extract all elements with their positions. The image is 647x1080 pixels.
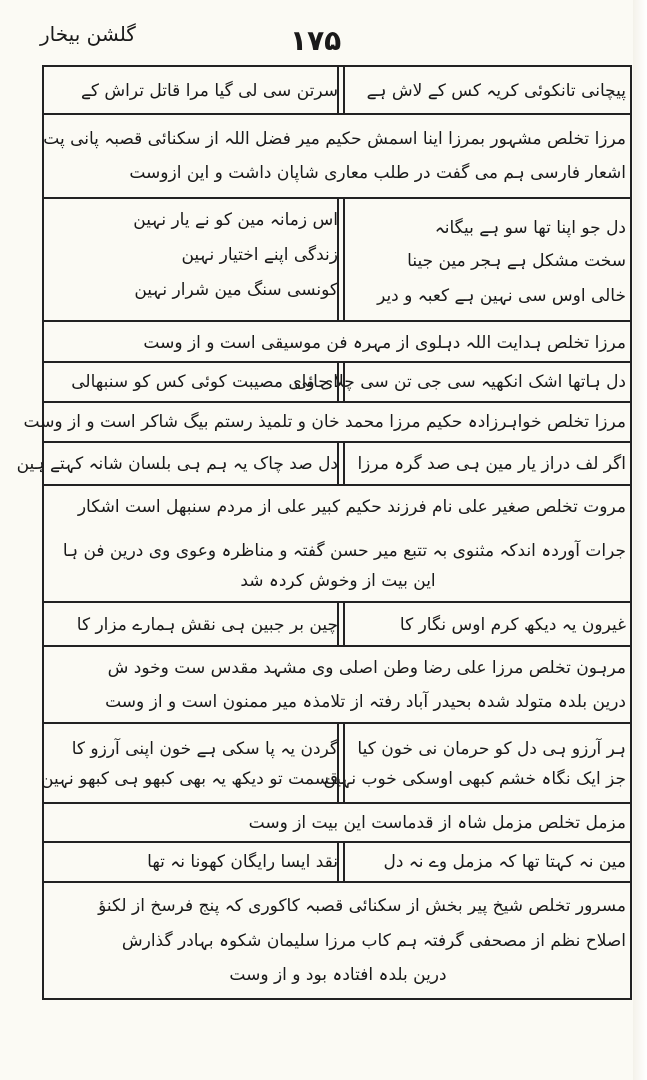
verse-left: گردن یہ پا سکی ہے خون اپنی آرزو کا (71, 739, 338, 759)
prose-line: اشعار فارسی ہم می گفت در طلب معاری شاپان داشت و این ازوست (129, 163, 626, 183)
prose-line: مزمل تخلص مزمل شاہ از قدماست این بیت از وست (248, 813, 626, 833)
rule (42, 881, 632, 883)
column-divider (337, 722, 345, 802)
verse-left: نقد ایسا رایگان کھونا نہ تھا (147, 852, 338, 872)
prose-line: مرزا تخلص مشہور بمرزا اینا اسمش حکیم میر فضل اللہ از سکنائی قصبہ پانی پت (43, 129, 626, 149)
rule (42, 645, 632, 647)
column-divider (337, 841, 345, 881)
verse-right: سخت مشکل ہے ہجر مین جینا (407, 251, 626, 271)
verse-left: قسمت تو دیکھ یہ بھی کبھو ہی کبھو نہین (41, 769, 338, 789)
rule (42, 484, 632, 486)
verse-left: اس زمانہ مین کو نے یار نہین (133, 210, 338, 230)
prose-line: مسرور تخلص شیخ پیر بخش از سکنائی قصبہ کاکوری کہ پنج فرسخ از لکنؤ (98, 896, 626, 916)
verse-right: مین نہ کہتا تھا کہ مزمل وے نہ دل (383, 852, 626, 872)
verse-left: سرتن سی لی گیا مرا قاتل تراش کے (80, 81, 338, 101)
running-header-title: گلشن بیخار (40, 22, 136, 46)
rule (42, 113, 632, 115)
verse-left: دل صد چاک یہ ہم ہی بلسان شانہ کہتے ہین (16, 454, 338, 474)
page-number: ۱۷۵ (290, 24, 342, 57)
verse-right: جز ایک نگاہ خشم کبھی اوسکی خوب نہین (323, 769, 626, 789)
prose-line: مروت تخلص صغیر علی نام فرزند حکیم کبیر علی از مردم سنبھل است اشکار (77, 497, 626, 517)
prose-line: جرات آوردہ اندکہ مثنوی بہ تتبع میر حسن گفتہ و مناظرہ وعوی وی درین فن ہا (62, 541, 626, 561)
verse-right: خالی اوس سی نہین ہے کعبہ و دیر (377, 286, 626, 306)
column-divider (337, 441, 345, 484)
column-divider (337, 361, 345, 401)
column-divider (337, 197, 345, 320)
rule (42, 401, 632, 403)
column-divider (337, 65, 345, 113)
prose-line: اصلاح نظم از مصحفی گرفتہ ہم کاب مرزا سلیمان شکوہ بہادر گذارش (121, 931, 626, 951)
prose-line: درین بلدہ متولد شدہ بحیدر آباد رفتہ از تلامذہ میر ممنون است و از وست (105, 692, 626, 712)
verse-left: زندگی اپنے اختیار نہین (181, 245, 338, 265)
verse-right: پیچانی تانکوئی کریہ کس کے لاش ہے (366, 81, 626, 101)
verse-left: چین بر جبین ہی نقش ہمارے مزار کا (76, 615, 338, 635)
verse-left: ای وای مصیبت کوئی کس کو سنبھالی (71, 372, 338, 392)
verse-right: دل ہاتھا اشک انکھیہ سی جی تن سی چلا جائی (294, 372, 626, 392)
prose-line: مرزا تخلص خواہرزادہ حکیم مرزا محمد خان و تلمیذ رستم بیگ شاکر است و از وست (23, 412, 626, 432)
verse-right: دل جو اپنا تھا سو ہے بیگانہ (434, 218, 626, 238)
column-divider (337, 601, 345, 645)
prose-line: درین بلدہ افتادہ بود و از وست (229, 965, 447, 985)
prose-line: مرزا تخلص ہدایت اللہ دہلوی از مہرہ فن موسیقی است و از وست (143, 333, 626, 353)
prose-line: مرہون تخلص مرزا علی رضا وطن اصلی وی مشہد مقدس ست وخود ش (107, 658, 626, 678)
rule (42, 802, 632, 804)
prose-line: این بیت از وخوش کردہ شد (240, 571, 436, 591)
verse-right: اگر لف دراز یار مین ہی صد گرہ مرزا (357, 454, 626, 474)
rule (42, 320, 632, 322)
page-edge (633, 0, 647, 1080)
verse-right: غیرون یہ دیکھ کرم اوس نگار کا (399, 615, 626, 635)
verse-left: کونسی سنگ مین شرار نہین (134, 280, 338, 300)
verse-right: ہر آرزو ہی دل کو حرمان نی خون کیا (357, 739, 626, 759)
